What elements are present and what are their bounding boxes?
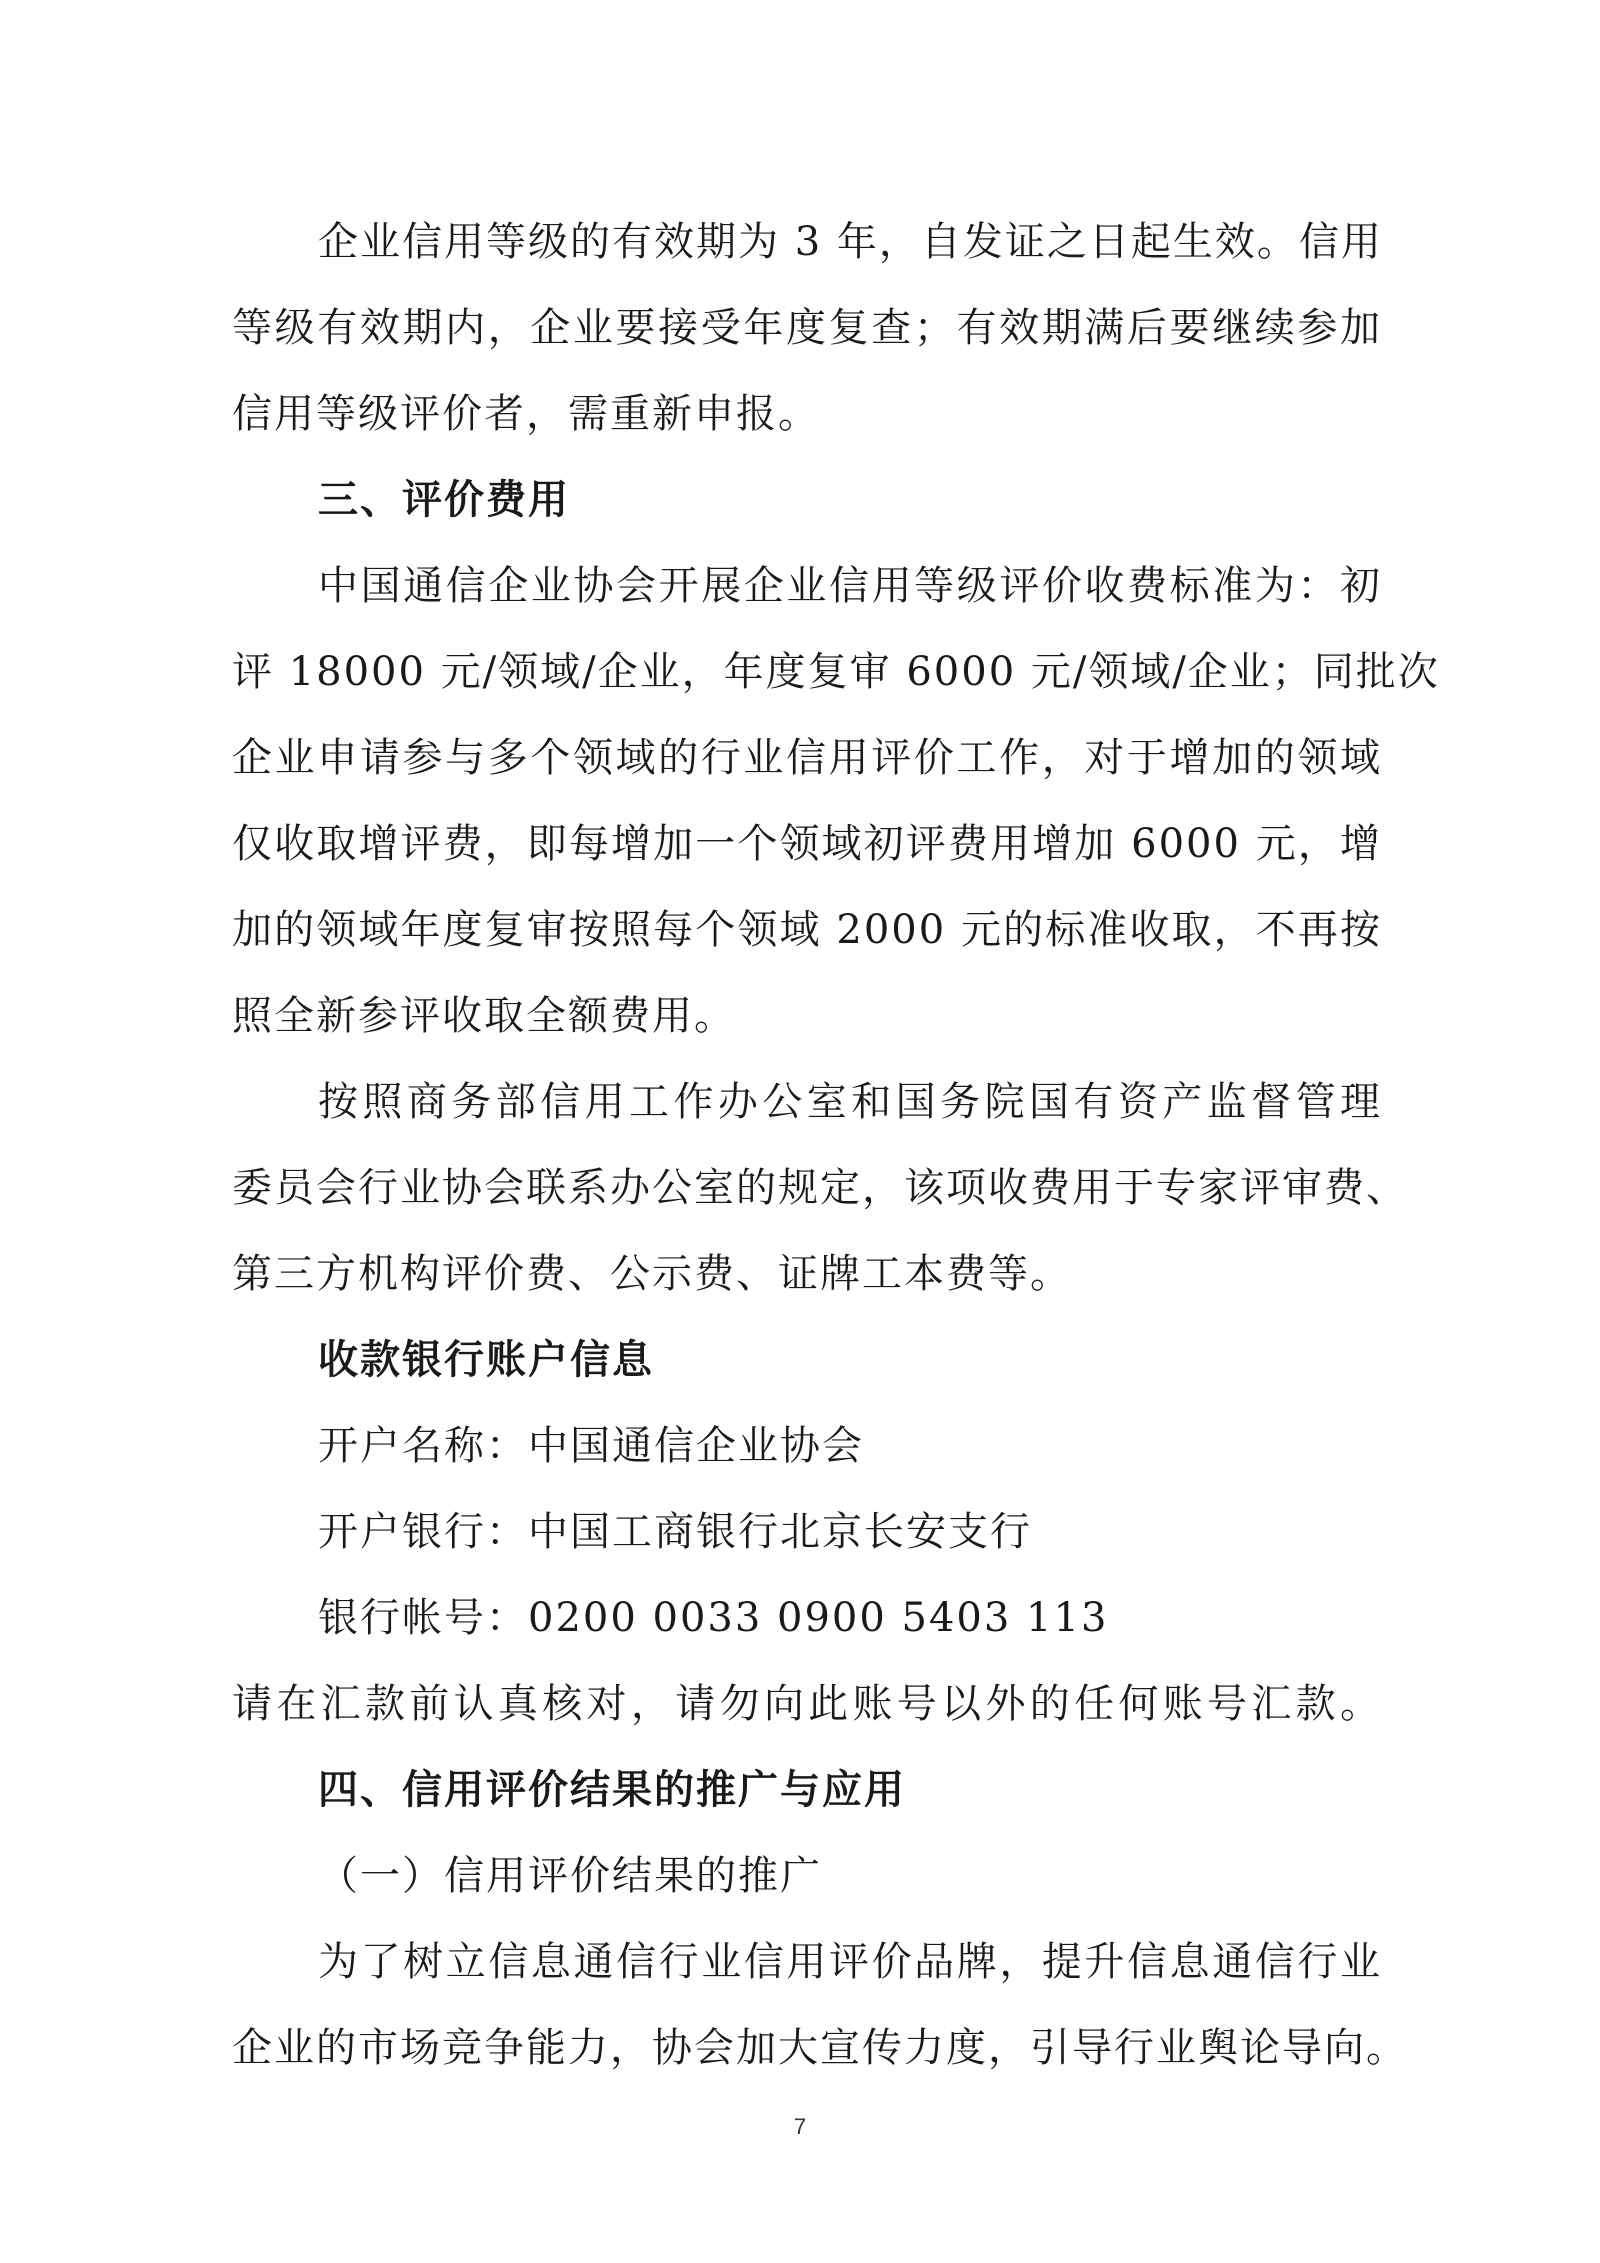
paragraph-line: 加的领域年度复审按照每个领域 2000 元的标准收取，不再按 xyxy=(232,907,1382,953)
paragraph-line: 企业信用等级的有效期为 3 年，自发证之日起生效。信用 xyxy=(318,219,1383,265)
paragraph-line: 中国通信企业协会开展企业信用等级评价收费标准为：初 xyxy=(318,563,1382,609)
section-heading: 四、信用评价结果的推广与应用 xyxy=(318,1766,906,1813)
paragraph-line: 第三方机构评价费、公示费、证牌工本费等。 xyxy=(232,1251,1072,1297)
paragraph-line: 企业申请参与多个领域的行业信用评价工作，对于增加的领域 xyxy=(232,735,1382,781)
paragraph-line: 照全新参评收取全额费用。 xyxy=(232,993,736,1039)
paragraph-line: 按照商务部信用工作办公室和国务院国有资产监督管理 xyxy=(318,1079,1382,1125)
bank-account-name: 开户名称：中国通信企业协会 xyxy=(318,1423,864,1469)
paragraph-line: 为了树立信息通信行业信用评价品牌，提升信息通信行业 xyxy=(318,1939,1382,1985)
bank-info-heading: 收款银行账户信息 xyxy=(318,1336,654,1383)
paragraph-line: 等级有效期内，企业要接受年度复查；有效期满后要继续参加 xyxy=(232,305,1382,351)
subsection-heading: （一）信用评价结果的推广 xyxy=(318,1853,822,1899)
paragraph-line: 评 18000 元/领域/企业，年度复审 6000 元/领域/企业；同批次 xyxy=(232,649,1440,695)
remittance-warning: 请在汇款前认真核对，请勿向此账号以外的任何账号汇款。 xyxy=(232,1681,1382,1727)
section-heading: 三、评价费用 xyxy=(318,476,570,523)
paragraph-line: 企业的市场竞争能力，协会加大宣传力度，引导行业舆论导向。 xyxy=(232,2025,1408,2071)
bank-account-number: 银行帐号：0200 0033 0900 5403 113 xyxy=(318,1595,1109,1641)
paragraph-line: 信用等级评价者，需重新申报。 xyxy=(232,391,820,437)
paragraph-line: 仅收取增评费，即每增加一个领域初评费用增加 6000 元，增 xyxy=(232,821,1382,867)
paragraph-line: 委员会行业协会联系办公室的规定，该项收费用于专家评审费、 xyxy=(232,1165,1408,1211)
bank-branch: 开户银行：中国工商银行北京长安支行 xyxy=(318,1509,1032,1555)
page-number: 7 xyxy=(793,2114,807,2139)
